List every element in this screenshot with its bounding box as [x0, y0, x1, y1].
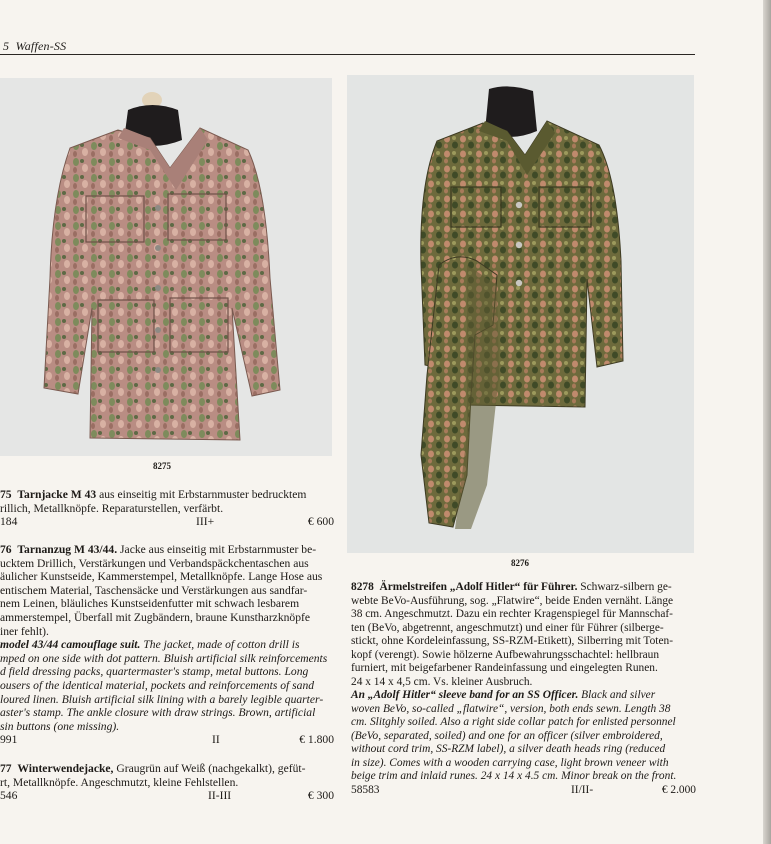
lot-text: ucktem Drillich, Verstärkungen und Verbandspäckchentaschen aus	[0, 556, 309, 570]
lot-text-en: sin buttons (one missing).	[0, 719, 120, 733]
lot-text: Graugrün auf Weiß (nachgekalkt), gefüt-	[113, 762, 306, 775]
lot-text: ten (BeVo, abgetrennt, angeschmutzt) und einer für Führer (silberge-	[351, 621, 664, 634]
jacket-m43-image	[0, 78, 332, 456]
lot-text: nem Leinen, bläuliches Kunstseidenfutter mit schwach lesbarem	[0, 597, 300, 611]
lot-text-en: d field dressing packs, quartermaster's stamp, metal buttons. Long	[0, 665, 309, 679]
lot-ref: 58583	[351, 783, 380, 796]
lot-number: 75	[0, 488, 12, 501]
lot-text: Jacke aus einseitig mit Erbstarnmuster be-	[117, 543, 317, 556]
lot-text: iner fehlt).	[0, 624, 49, 638]
lot-title: Tarnjacke M 43	[17, 488, 97, 501]
lot-ref: 546	[0, 789, 18, 803]
lot-text: aus einseitig mit Erbstarnmuster bedrucktem	[99, 488, 307, 501]
lot-title: Winterwendejacke,	[17, 762, 114, 775]
lot-title-en: An „Adolf Hitler“ sleeve band for an SS Officer.	[351, 689, 579, 701]
lot-price: € 600	[307, 515, 334, 529]
lot-grade: II-III	[208, 789, 232, 803]
lot-text-en: beige trim and inlaid runes. 24 x 14 x 4.5 cm. Minor break on the front.	[351, 770, 677, 782]
lot-text: furniert, mit beigefarbener Randeinfassung und eingelegten Runen.	[351, 662, 658, 674]
lot-ref: 991	[0, 733, 18, 747]
lot-meta	[0, 733, 334, 747]
lot-price: € 2.000	[661, 783, 696, 796]
photo-8276	[347, 75, 694, 553]
lot-price: € 1.800	[299, 733, 334, 747]
lot-text: entischem Material, Taschensäcke und Verstärkungen aus sandfar-	[0, 583, 308, 597]
lot-title: Ärmelstreifen „Adolf Hitler“ für Führer.	[379, 581, 578, 593]
lot-number: 77	[0, 762, 12, 775]
lot-grade: II	[212, 733, 220, 747]
lot-text: äulicher Kunstseide, Kammerstempel, Metallknöpfe. Lange Hose aus	[0, 570, 323, 584]
lot-text-en: without cord trim, SS-RZM label), a silver death heads ring (reduced	[351, 743, 666, 755]
lot-text-en: woven BeVo, so-called „flatwire“, version, both ends sewn. Length 38	[351, 702, 671, 715]
caption-8275: 8275	[153, 461, 171, 471]
lot-text-en: ousers of the identical material, pockets and reinforcements of sand	[0, 678, 315, 692]
lot-title-en: model 43/44 camouflage suit.	[0, 638, 141, 652]
lot-8276	[0, 543, 334, 747]
lot-text: webte BeVo-Ausführung, sog. „Flatwire“, beide Enden vernäht. Länge	[351, 594, 674, 607]
lot-meta	[351, 784, 696, 798]
lot-8278	[351, 581, 696, 798]
lot-text: rillich, Metallknöpfe. Reparaturstellen, verfärbt.	[0, 501, 224, 515]
lot-text: ammerstempel, Überfall mit Zugbändern, braune Kunstharzknöpfe	[0, 610, 311, 624]
lot-text-en: Black and silver	[578, 689, 656, 701]
lot-text: Schwarz-silbern ge-	[577, 581, 672, 593]
lot-text-en: loured linen. Bluish artificial silk lining with a barely legible quarter-	[0, 692, 324, 706]
lot-grade: III+	[196, 515, 215, 529]
lot-number: 8278	[351, 581, 374, 593]
lot-text-en: aster's stamp. The ankle closure with draw strings. Brown, artificial	[0, 706, 316, 720]
lot-number: 76	[0, 543, 12, 556]
lot-8275	[0, 488, 334, 529]
photo-8275	[0, 78, 332, 456]
lot-text-en: cm. Slitghly soiled. Also a right side collar patch for enlisted personnel	[351, 716, 676, 728]
lot-8277	[0, 762, 334, 803]
lot-text: 24 x 14 x 4,5 cm. Vs. kleiner Ausbruch.	[351, 675, 533, 688]
lot-text: 38 cm. Angeschmutzt. Dazu ein rechter Kragenspiegel für Mannschaf-	[351, 608, 673, 620]
lot-title: Tarnanzug M 43/44.	[17, 543, 118, 556]
page-binding-edge	[763, 0, 771, 844]
lot-text: rt, Metallknöpfe. Angeschmutzt, kleine Fehlstellen.	[0, 775, 239, 789]
lot-meta	[0, 515, 334, 529]
lot-grade: II/II-	[571, 783, 594, 796]
lot-price: € 300	[307, 789, 334, 803]
lot-ref: 184	[0, 515, 18, 529]
lot-text-en: (BeVo, separated, soiled) and one for an officer (silver embroidered,	[351, 729, 663, 742]
lot-text: kopf (verengt). Sowie hölzerne Aufbewahrungsschachtel: hellbraun	[351, 648, 660, 661]
lot-text: stickt, ohne Kordeleinfassung, SS-RZM-Etikett), Silberring mit Toten-	[351, 635, 674, 647]
suit-m43-44-image	[347, 75, 694, 553]
page-header	[0, 38, 695, 55]
lot-text-en: mped on one side with dot pattern. Bluish artificial silk reinforcements	[0, 651, 328, 665]
running-head: 5 Waffen-SS	[3, 39, 67, 53]
caption-8276: 8276	[511, 558, 529, 568]
lot-meta	[0, 789, 334, 803]
lot-text-en: The jacket, made of cotton drill is	[140, 638, 300, 652]
lot-text-en: in size). Comes with a wooden carrying case, light brown veneer with	[351, 756, 669, 769]
